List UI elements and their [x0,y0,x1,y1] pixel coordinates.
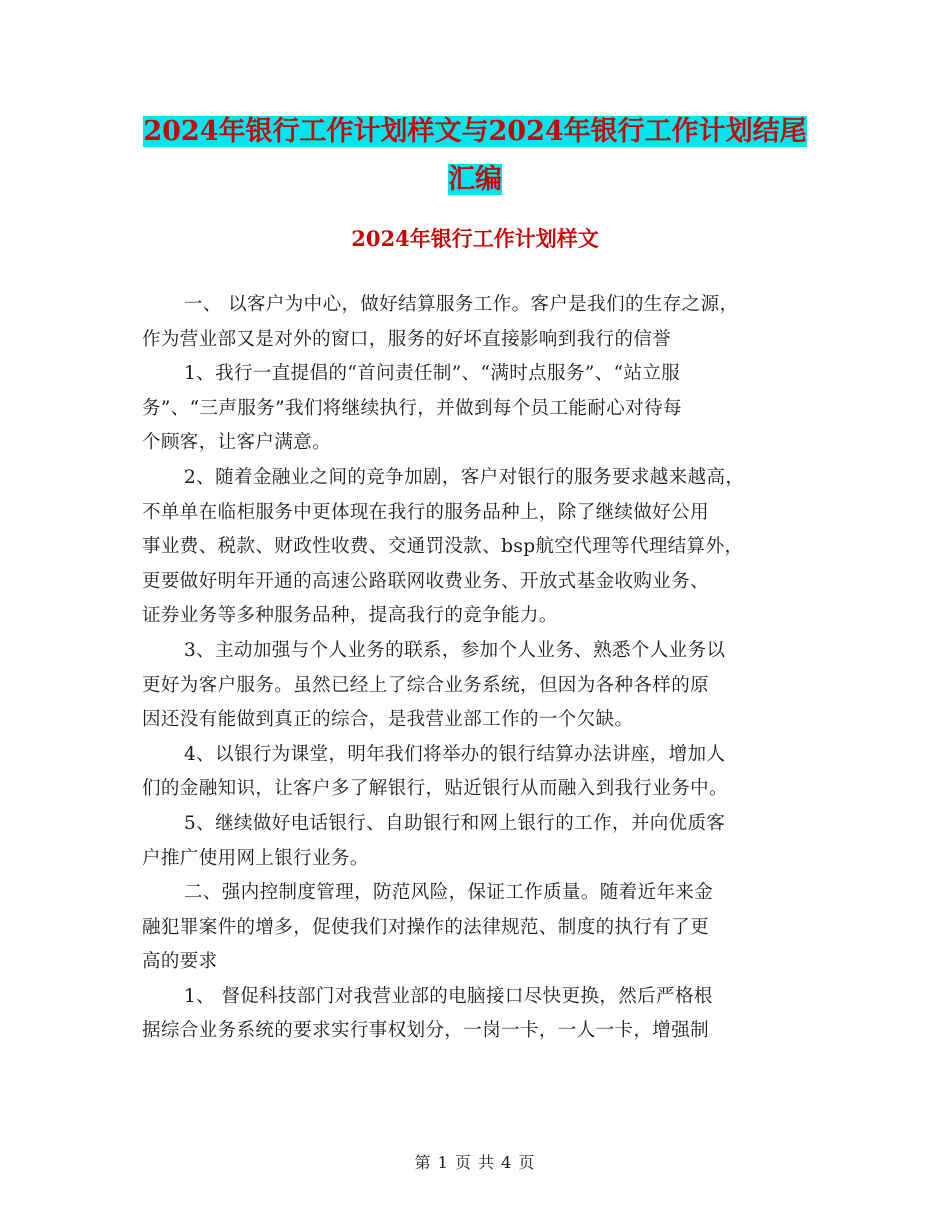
paragraph [142,634,814,738]
text-line: 更好为客户服务。虽然已经上了综合业务系统，但因为各种各样的原 [142,674,710,696]
paragraph [142,980,814,1049]
paragraph [142,461,814,634]
page-number: 第 1 页 共 4 页 [414,1153,536,1172]
text-line: 们的金融知识，让客户多了解银行，贴近银行从而融入到我行业务中。 [142,778,728,800]
text-line: 2、随着金融业之间的竞争加剧，客户对银行的服务要求越来越高， [184,466,745,488]
text-line: 4、以银行为课堂，明年我们将举办的银行结算办法讲座，增加人 [184,743,726,765]
paragraph [142,738,814,807]
paragraph [142,807,814,876]
text-line: 证券业务等多种服务品种，提高我行的竞争能力。 [142,605,558,627]
text-line: 事业费、税款、财政性收费、交通罚没款、bsp航空代理等代理结算外， [142,536,744,558]
text-line: 3、主动加强与个人业务的联系，参加个人业务、熟悉个人业务以 [184,639,726,661]
text-line: 务”、“三声服务”我们将继续执行，并做到每个员工能耐心对待每 [142,397,682,419]
body-text [142,288,814,1049]
text-line: 据综合业务系统的要求实行事权划分，一岗一卡，一人一卡，增强制 [142,1020,710,1042]
text-line: 因还没有能做到真正的综合，是我营业部工作的一个欠缺。 [142,709,634,731]
text-line: 更要做好明年开通的高速公路联网收费业务、开放式基金收购业务、 [142,570,710,592]
text-line: 户推广使用网上银行业务。 [142,847,369,869]
section-title: 2024年银行工作计划样文 [351,226,599,251]
text-line: 一、 以客户为中心，做好结算服务工作。客户是我们的生存之源， [184,294,739,315]
title-line-1: 2024年银行工作计划样文与2024年银行工作计划结尾 [143,116,807,147]
title-line-2: 汇编 [448,164,502,195]
paragraph [142,288,814,357]
text-line: 二、强内控制度管理，防范风险，保证工作质量。随着近年来金 [184,882,714,904]
paragraph [142,357,814,461]
document-title [100,108,850,204]
text-line: 1、我行一直提倡的“首问责任制”、“满时点服务”、“站立服 [184,363,681,385]
paragraph [142,876,814,980]
text-line: 融犯罪案件的增多，促使我们对操作的法律规范、制度的执行有了更 [142,916,710,938]
text-line: 高的要求 [142,951,218,973]
text-line: 作为营业部又是对外的窗口，服务的好坏直接影响到我行的信誉 [142,328,672,350]
text-line: 1、 督促科技部门对我营业部的电脑接口尽快更换，然后严格根 [184,985,713,1007]
text-line: 个顾客，让客户满意。 [142,432,332,454]
text-line: 不单单在临柜服务中更体现在我行的服务品种上，除了继续做好公用 [142,501,710,523]
text-line: 5、继续做好电话银行、自助银行和网上银行的工作，并向优质客 [184,812,726,834]
